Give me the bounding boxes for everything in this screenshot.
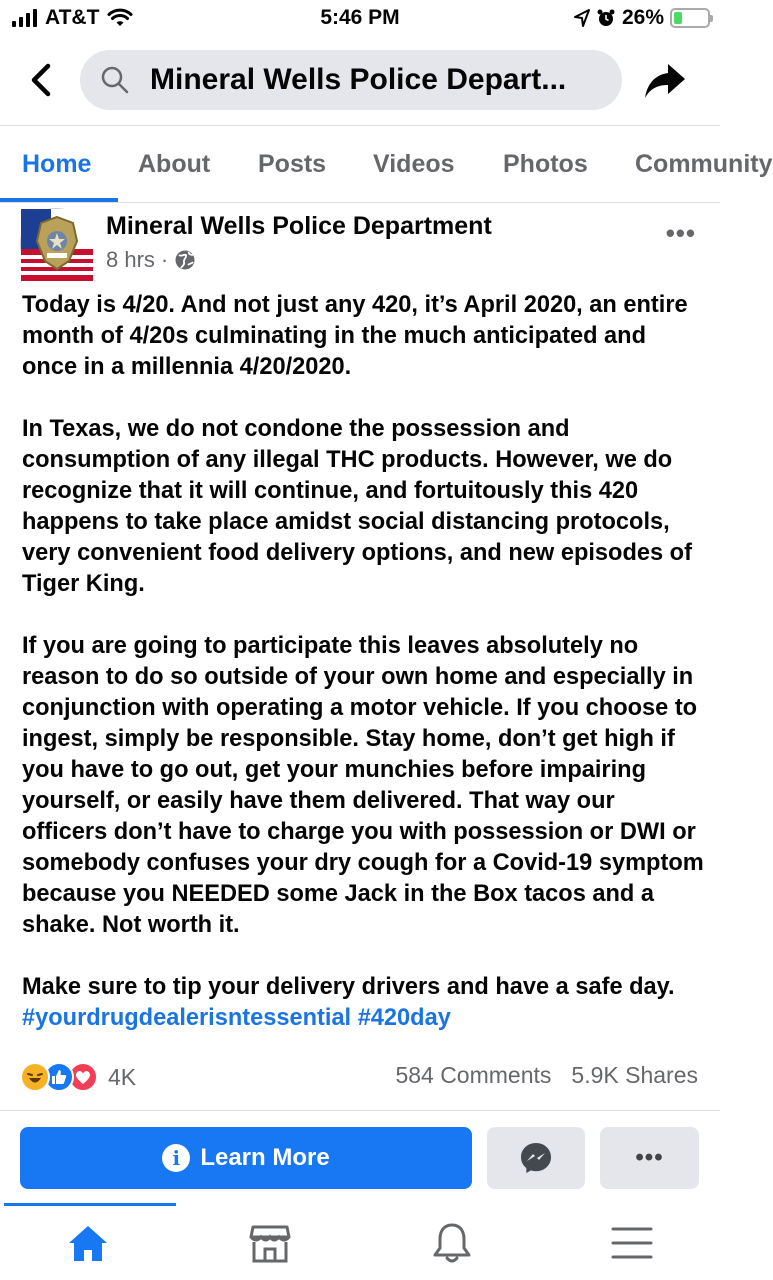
share-icon[interactable] [642, 58, 688, 104]
menu-icon[interactable] [610, 1221, 654, 1265]
status-right [574, 6, 710, 30]
tabs-divider [0, 202, 720, 203]
globe-icon [174, 249, 196, 271]
tab-home[interactable]: Home [22, 150, 92, 178]
post-paragraph: Today is 4/20. And not just any 420, it’s April 2020, an entire month of 4/20s culminating in the much anticipated and once in a millennia 4/20/2020. [22, 292, 688, 380]
tab-photos[interactable]: Photos [503, 150, 588, 178]
reaction-count: 4K [108, 1063, 137, 1090]
tab-posts[interactable]: Posts [258, 150, 327, 178]
back-arrow-icon[interactable] [22, 60, 62, 100]
location-arrow-icon [574, 9, 590, 27]
more-actions-button[interactable]: ••• [600, 1127, 699, 1189]
learn-more-label: Learn More [200, 1144, 330, 1171]
messenger-button[interactable] [487, 1127, 585, 1189]
info-icon: i [162, 1144, 190, 1172]
marketplace-icon[interactable] [248, 1221, 292, 1265]
post-meta [106, 247, 196, 273]
search-text: Mineral Wells Police Depart... [150, 63, 567, 96]
home-icon[interactable] [66, 1221, 110, 1265]
carrier-label: AT&T [45, 6, 100, 29]
clock: 5:46 PM [320, 6, 400, 29]
haha-reaction-icon [20, 1062, 50, 1092]
post-body [22, 290, 706, 1065]
battery-percent: 26% [621, 6, 664, 29]
reactions-summary[interactable] [20, 1062, 136, 1092]
stats-divider [0, 1110, 720, 1111]
notifications-icon[interactable] [430, 1221, 474, 1265]
top-nav [0, 40, 720, 124]
police-badge-icon [21, 209, 93, 281]
post-options-button[interactable]: ••• [665, 218, 696, 248]
post-author[interactable]: Mineral Wells Police Department [106, 212, 492, 240]
battery-icon [670, 8, 710, 28]
post-paragraph: If you are going to participate this leaves absolutely no reason to do so outside of your own home and especially in conjunction with operating a motor vehicle. If you choose to ingest, simply be responsible. Stay home, don’t get high if you have to go out, get your munchies before impairing yourself, or easily have them delivered. That way our officers don’t have to charge you with possession or DWI or somebody confuses your dry cough for a Covid-19 symptom because you NEEDED some Jack in the Box tacos and a shake. Not worth it. [22, 633, 704, 938]
post-paragraph-last [22, 972, 706, 1034]
messenger-icon [519, 1141, 553, 1175]
hashtag-link[interactable]: #420day [357, 1005, 451, 1031]
comments-count[interactable]: 584 Comments [395, 1062, 552, 1088]
learn-more-button[interactable] [20, 1127, 472, 1189]
avatar[interactable] [20, 208, 92, 280]
search-input[interactable] [80, 50, 622, 110]
post-paragraph-text: Make sure to tip your delivery drivers and have a safe day. [22, 974, 675, 1000]
bottom-nav [0, 1203, 720, 1280]
post-time[interactable]: 8 hrs [106, 247, 155, 272]
tab-about[interactable]: About [138, 150, 211, 178]
engagement-stats [395, 1062, 698, 1089]
tab-videos[interactable]: Videos [373, 150, 455, 178]
page-tabs [0, 126, 773, 202]
tab-community[interactable]: Community [635, 150, 773, 178]
active-nav-indicator [4, 1203, 176, 1206]
meta-separator: · [160, 247, 169, 272]
hashtag-link[interactable]: #yourdrugdealerisntessential [22, 1005, 352, 1031]
shares-count[interactable]: 5.9K Shares [571, 1062, 698, 1088]
post-paragraph: In Texas, we do not condone the possession and consumption of any illegal THC products. However, we do recognize that it will continue, and fortuitously this 420 happens to take place amidst social distancing protocols, very convenient food delivery options, and new episodes of Tiger King. [22, 416, 692, 597]
status-bar [0, 0, 720, 38]
alarm-icon [596, 8, 616, 28]
search-icon [100, 65, 130, 95]
